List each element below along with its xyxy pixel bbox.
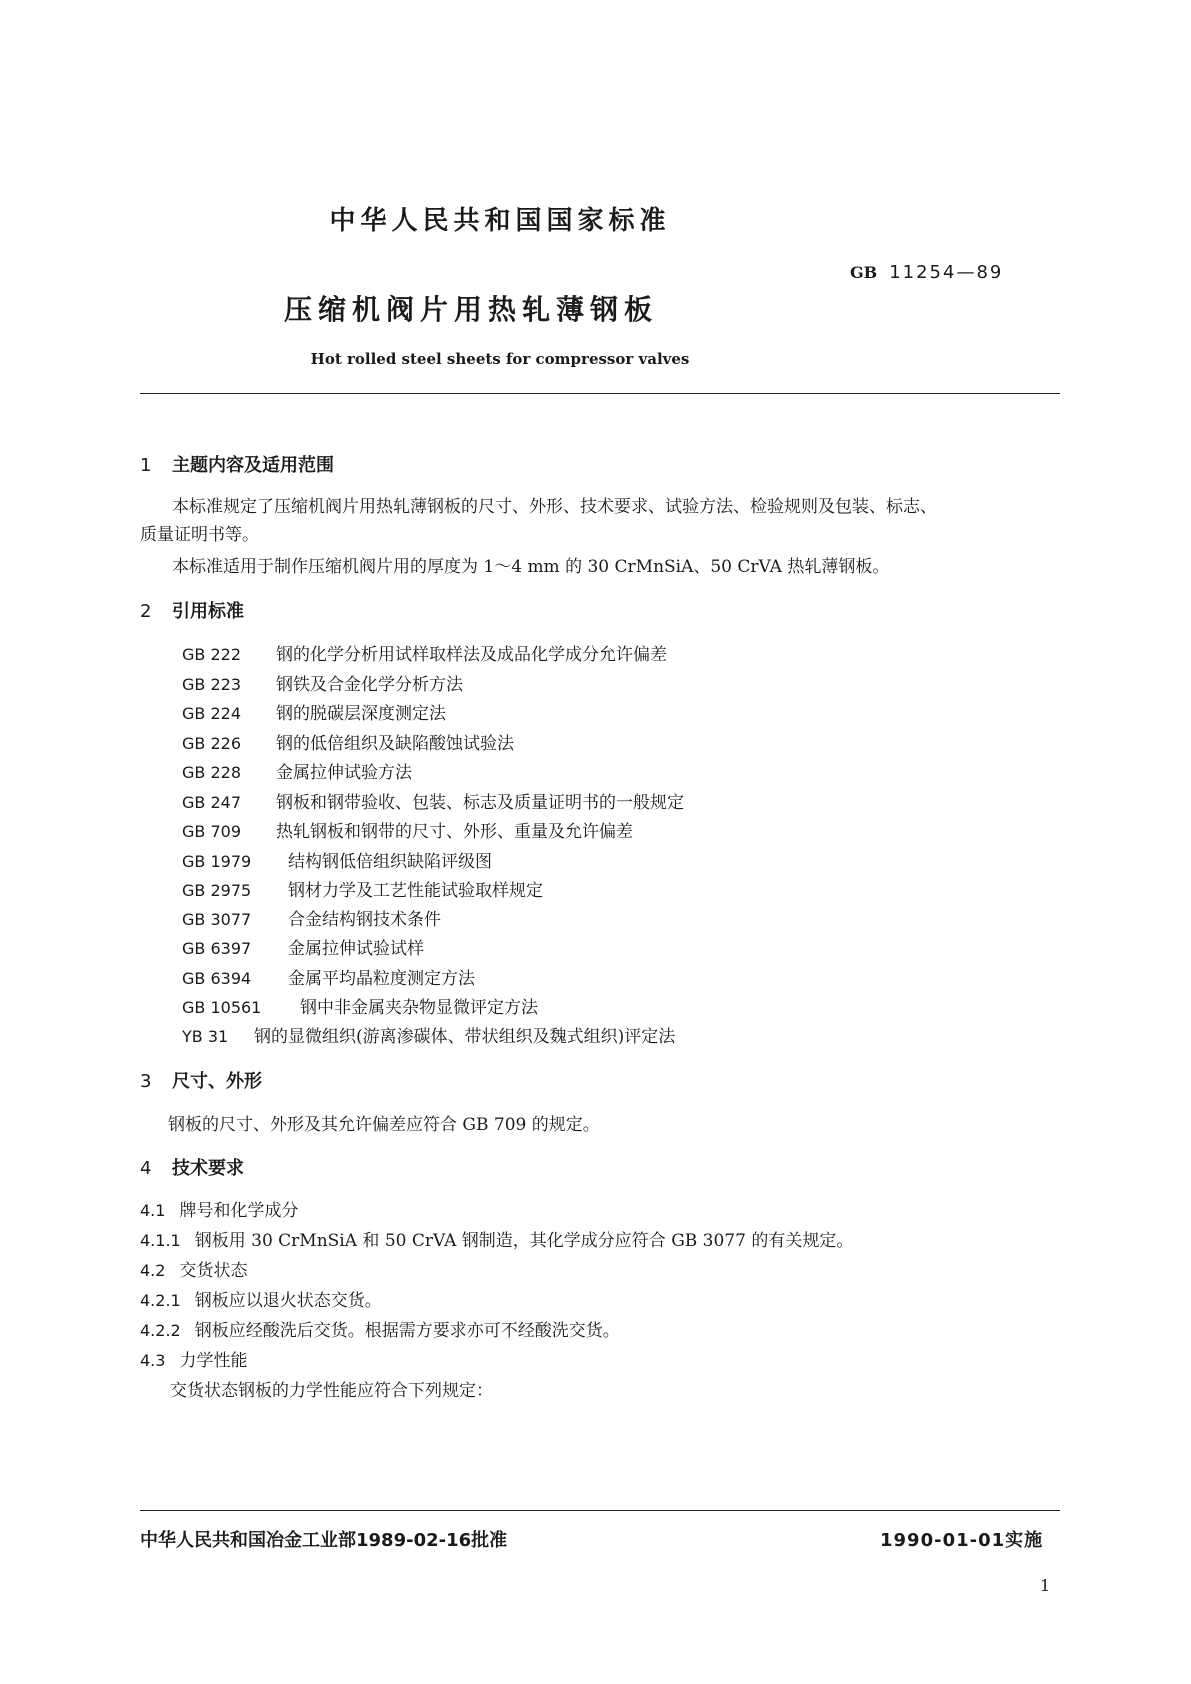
reference-item xyxy=(182,876,543,901)
reference-item xyxy=(182,758,412,783)
reference-title: 热轧钢板和钢带的尺寸、外形、重量及允许偏差 xyxy=(276,822,633,842)
clause-text: 交货状态 xyxy=(179,1261,248,1281)
reference-title: 金属平均晶粒度测定方法 xyxy=(288,969,475,989)
section-title: 主题内容及适用范围 xyxy=(172,455,334,476)
page-number: 1 xyxy=(1040,1576,1051,1595)
reference-code: GB 247 xyxy=(182,793,241,812)
clause-text: 钢板应经酸洗后交货。根据需方要求亦可不经酸洗交货。 xyxy=(194,1321,620,1341)
section-number: 2 xyxy=(140,601,152,622)
reference-title: 金属拉伸试验方法 xyxy=(276,763,412,783)
reference-item xyxy=(182,1022,675,1047)
reference-item xyxy=(182,993,538,1018)
document-title-en: Hot rolled steel sheets for compressor valves xyxy=(310,350,690,368)
reference-title: 钢铁及合金化学分析方法 xyxy=(276,675,463,695)
reference-item xyxy=(182,847,492,872)
clause-number: 4.2.1 xyxy=(140,1291,181,1310)
reference-code: GB 10561 xyxy=(182,998,262,1017)
section-number: 3 xyxy=(140,1071,152,1092)
approval-line: 中华人民共和国冶金工业部1989-02-16批准 xyxy=(140,1530,508,1551)
document-title-cn: 压缩机阀片用热轧薄钢板 xyxy=(284,293,659,326)
reference-item xyxy=(182,788,684,813)
reference-code: GB 6397 xyxy=(182,939,252,958)
paragraph: 钢板的尺寸、外形及其允许偏差应符合 GB 709 的规定。 xyxy=(168,1115,600,1135)
paragraph: 质量证明书等。 xyxy=(140,525,259,545)
clause-text: 力学性能 xyxy=(179,1351,248,1371)
section-3-heading xyxy=(140,1067,262,1093)
reference-code: GB 223 xyxy=(182,675,241,694)
reference-title: 钢的显微组织(游离渗碳体、带状组织及魏式组织)评定法 xyxy=(254,1027,676,1047)
reference-code: GB 228 xyxy=(182,763,241,782)
section-number: 1 xyxy=(140,455,152,476)
clause-text: 钢板用 30 CrMnSiA 和 50 CrVA 钢制造，其化学成分应符合 GB 3077 的有关规定。 xyxy=(194,1231,854,1251)
clause-4-1-1 xyxy=(140,1226,853,1251)
paragraph: 交货状态钢板的力学性能应符合下列规定： xyxy=(170,1381,493,1401)
standard-code: 11254—89 xyxy=(889,262,1004,283)
clause-4-2 xyxy=(140,1256,247,1281)
clause-number: 4.1.1 xyxy=(140,1231,181,1250)
reference-title: 合金结构钢技术条件 xyxy=(288,910,441,930)
reference-code: GB 1979 xyxy=(182,852,252,871)
reference-title: 钢的脱碳层深度测定法 xyxy=(276,704,446,724)
reference-title: 钢中非金属夹杂物显微评定方法 xyxy=(300,998,538,1018)
clause-number: 4.1 xyxy=(140,1201,166,1220)
clause-number: 4.3 xyxy=(140,1351,166,1370)
clause-number: 4.2.2 xyxy=(140,1321,181,1340)
reference-title: 钢材力学及工艺性能试验取样规定 xyxy=(288,881,543,901)
reference-code: GB 226 xyxy=(182,734,241,753)
reference-code: GB 222 xyxy=(182,645,241,664)
reference-title: 钢的化学分析用试样取样法及成品化学成分允许偏差 xyxy=(276,645,667,665)
reference-item xyxy=(182,817,633,842)
paragraph: 本标准规定了压缩机阀片用热轧薄钢板的尺寸、外形、技术要求、试验方法、检验规则及包装、标志、 xyxy=(172,497,937,517)
effective-date: 1990-01-01实施 xyxy=(880,1530,1044,1551)
national-standard-heading: 中华人民共和国国家标准 xyxy=(329,206,671,236)
standard-prefix: GB xyxy=(850,263,878,282)
reference-code: GB 224 xyxy=(182,704,241,723)
clause-number: 4.2 xyxy=(140,1261,166,1280)
header-divider xyxy=(140,393,1060,394)
reference-title: 钢的低倍组织及缺陷酸蚀试验法 xyxy=(276,734,514,754)
clause-text: 钢板应以退火状态交货。 xyxy=(194,1291,382,1311)
reference-code: YB 31 xyxy=(182,1027,229,1046)
clause-4-1 xyxy=(140,1196,298,1221)
section-number: 4 xyxy=(140,1158,152,1179)
footer-divider xyxy=(140,1510,1060,1511)
reference-item xyxy=(182,699,446,724)
reference-item xyxy=(182,934,424,959)
section-title: 引用标准 xyxy=(172,601,244,622)
reference-item xyxy=(182,905,441,930)
reference-code: GB 6394 xyxy=(182,969,252,988)
section-1-heading xyxy=(140,451,334,477)
reference-item xyxy=(182,729,514,754)
clause-text: 牌号和化学成分 xyxy=(179,1201,299,1221)
section-title: 技术要求 xyxy=(172,1158,244,1179)
clause-4-3 xyxy=(140,1346,247,1371)
section-4-heading xyxy=(140,1154,244,1180)
section-title: 尺寸、外形 xyxy=(172,1071,262,1092)
reference-code: GB 709 xyxy=(182,822,241,841)
section-2-heading xyxy=(140,597,244,623)
reference-item xyxy=(182,640,667,665)
clause-4-2-2 xyxy=(140,1316,620,1341)
reference-title: 钢板和钢带验收、包装、标志及质量证明书的一般规定 xyxy=(276,793,684,813)
reference-title: 结构钢低倍组织缺陷评级图 xyxy=(288,852,492,872)
reference-item xyxy=(182,964,475,989)
paragraph: 本标准适用于制作压缩机阀片用的厚度为 1～4 mm 的 30 CrMnSiA、50 CrVA 热轧薄钢板。 xyxy=(172,557,890,577)
reference-title: 金属拉伸试验试样 xyxy=(288,939,424,959)
reference-code: GB 2975 xyxy=(182,881,252,900)
reference-code: GB 3077 xyxy=(182,910,252,929)
reference-item xyxy=(182,670,463,695)
standard-number xyxy=(850,262,1003,283)
clause-4-2-1 xyxy=(140,1286,382,1311)
